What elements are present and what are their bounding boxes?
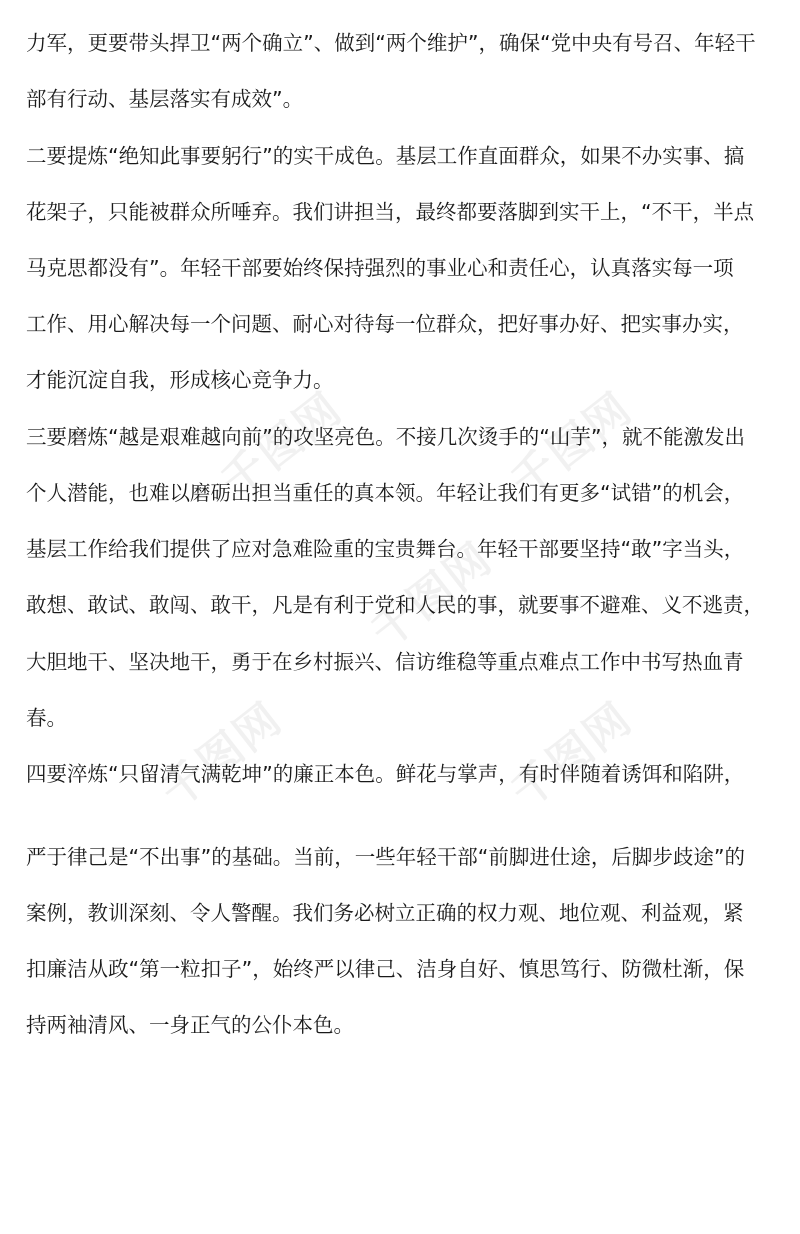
- text-line: 敢想、敢试、敢闯、敢干，凡是有利于党和人民的事，就要事不避难、义不逃责，: [26, 593, 764, 617]
- text-line: 春。: [26, 706, 67, 730]
- watermark: 千图网: [501, 382, 642, 509]
- watermark: 千图网: [211, 382, 352, 509]
- text-line: 扣廉洁从政“第一粒扣子”，始终严以律己、洁身自好、慎思笃行、防微杜渐，保: [26, 957, 745, 981]
- text-line: 才能沉淀自我，形成核心竞争力。: [26, 368, 334, 392]
- watermark: 千图网: [501, 692, 642, 819]
- text-line: 大胆地干、坚决地干，勇于在乡村振兴、信访维稳等重点难点工作中书写热血青: [26, 650, 744, 674]
- text-line: 案例，教训深刻、令人警醒。我们务必树立正确的权力观、地位观、利益观，紧: [26, 901, 744, 925]
- text-line: 三要磨炼“越是艰难越向前”的攻坚亮色。不接几次烫手的“山芋”，就不能激发出: [26, 425, 745, 449]
- text-line: 四要淬炼“只留清气满乾坤”的廉正本色。鲜花与掌声，有时伴随着诱饵和陷阱，: [26, 762, 745, 786]
- text-line: 个人潜能，也难以磨砺出担当重任的真本领。年轻让我们有更多“试错”的机会，: [26, 481, 745, 505]
- text-line: 基层工作给我们提供了应对急难险重的宝贵舞台。年轻干部要坚持“敢”字当头，: [26, 537, 745, 561]
- text-line: 工作、用心解决每一个问题、耐心对待每一位群众，把好事办好、把实事办实，: [26, 312, 744, 336]
- text-line: 二要提炼“绝知此事要躬行”的实干成色。基层工作直面群众，如果不办实事、搞: [26, 144, 745, 168]
- watermark: 千图网: [151, 692, 292, 819]
- watermark: 千图网: [361, 532, 502, 659]
- text-line: 部有行动、基层落实有成效”。: [26, 87, 304, 111]
- text-line: 持两袖清风、一身正气的公仆本色。: [26, 1013, 354, 1037]
- text-line: 马克思都没有”。年轻干部要始终保持强烈的事业心和责任心，认真落实每一项: [26, 256, 734, 280]
- text-line: 严于律己是“不出事”的基础。当前，一些年轻干部“前脚进仕途，后脚步歧途”的: [26, 845, 745, 869]
- text-line: 花架子，只能被群众所唾弃。我们讲担当，最终都要落脚到实干上，“不干，半点: [26, 200, 755, 224]
- text-line: 力军，更要带头捍卫“两个确立”、做到“两个维护”，确保“党中央有号召、年轻干: [26, 31, 756, 55]
